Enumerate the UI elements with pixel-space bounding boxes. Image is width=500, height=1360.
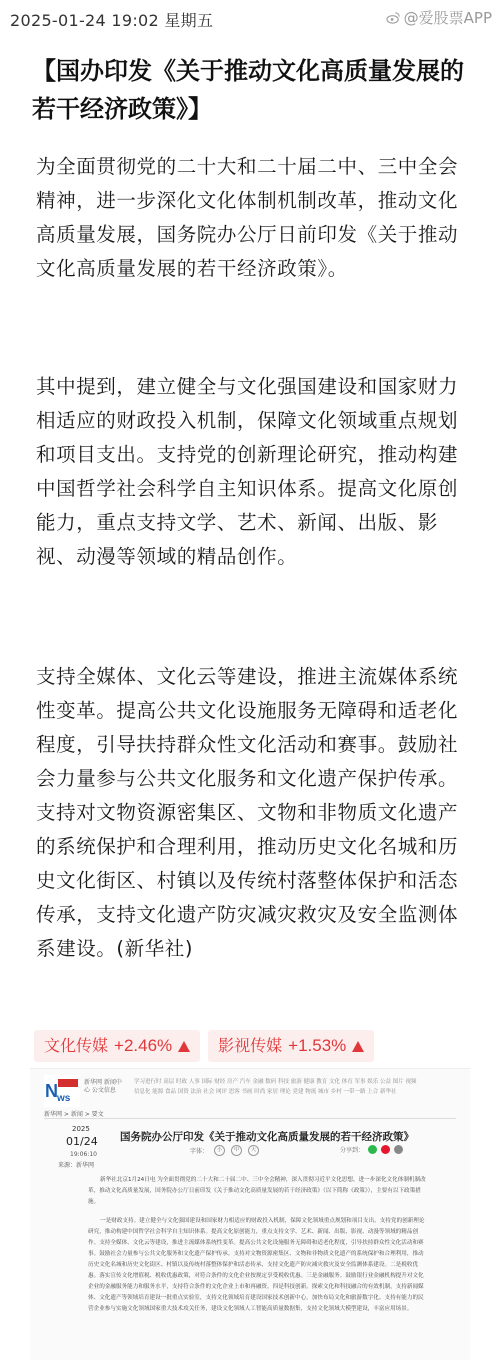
stock-tag-change: +2.46% — [114, 1036, 173, 1055]
font-label: 字体： — [190, 1148, 209, 1155]
embedded-title: 国务院办公厅印发《关于推动文化高质量发展的若干经济政策》 — [120, 1131, 414, 1143]
site-nav-bar[interactable]: 学习进行时 高层 时政 人事 国际 财经 房产 汽车 金融 数码 科技 旅游 健康 教育 文化 体育 军事 娱乐 公益 图片 视频 — [134, 1079, 417, 1085]
divider — [44, 1118, 456, 1119]
weibo-icon — [386, 10, 401, 25]
article-paragraph: 其中提到，建立健全与文化强国建设和国家财力相适应的财政投入机制，保障文化领域重点规划和项目支出。支持党的创新理论研究，推动构建中国哲学社会科学自主知识体系。提高文化原创能力，重点支持文学、艺术、新闻、出版、影视、动漫等领域的精品创作。 — [36, 375, 459, 568]
site-name: 新华网 新闻中心 公文信息 — [84, 1079, 122, 1094]
embedded-paragraph: 一是财政支持。建立健全与文化强国建设和国家财力相适应的财政投入机制，保障文化领域重点规划和项目支出。支持党的创新理论研究，推动构建中国哲学社会科学自主知识体系。提高文化原创能力，重点支持文学、艺术、新闻、出版、影视、动漫等领域的精品创作。支持全媒体、文化云等建设，推进主流媒体系统性变革。提高公共文化设施服务无障碍和适老化程度，引导扶持群众性文化活动和赛事。鼓励社会力量参与公共文化服务和文化遗产保护传承。支持对文物资源密集区、文物和非物质文化遗产的系统保护和合理利用，推动历史文化名城和历史文化街区、村镇以及传统村落整体保护和活态传承，支持文化遗产防灾减灾救灾及安全监测体系建设。二是税收优惠。落实宣传文化增值税、税收优惠政策，对符合条件的文化企业按规定享受税收优惠。三是金融服务。鼓励银行业金融机构提升对文化企业的金融服务能力和服务水平，支持符合条件的文化企业上市和再融资。四是科技创新。探索文化和科技融合的有效机制，支持新闻媒体、文化遗产等领域培育建设一批重点实验室，支持文化领域培育建设国家技术创新中心，加快布局文化和旅游数字化。支持有能力的民营企业参与实施文化领域国家重大技术攻关任务，建设文化领域人工智能高质量数据集，支持文化领域大模型建设，丰富应用场景。 — [88, 1218, 425, 1312]
breadcrumb[interactable]: 新华网 > 新闻 > 要文 — [44, 1111, 104, 1118]
publish-time: 19:06:10 — [70, 1151, 97, 1158]
up-arrow-icon — [352, 1041, 364, 1052]
stock-tag-name: 文化传媒 — [44, 1036, 109, 1055]
share-tools — [340, 1145, 403, 1154]
wechat-icon[interactable] — [368, 1145, 377, 1154]
top-bar — [0, 0, 500, 36]
article-paragraph: 为全面贯彻党的二十大和二十届二中、三中全会精神，进一步深化文化体制机制改革，推动文化高质量发展，国务院办公厅日前印发《关于推动文化高质量发展的若干经济政策》。 — [36, 155, 459, 280]
post-timestamp: 2025-01-24 19:02 星期五 — [10, 11, 214, 30]
up-arrow-icon — [178, 1041, 190, 1052]
article-paragraph: 支持全媒体、文化云等建设，推进主流媒体系统性变革。提高公共文化设施服务无障碍和适老化程度，引导扶持群众性文化活动和赛事。鼓励社会力量参与公共文化服务和文化遗产保护传承。支持对文物资源密集区、文物和非物质文化遗产的系统保护和合理利用，推动历史文化名城和历史文化街区、村镇以及传统村落整体保护和活态传承，支持文化遗产防灾减灾救灾及安全监测体系建设。(新华社) — [36, 665, 459, 960]
publish-date: 01/24 — [66, 1135, 98, 1148]
weibo-share-icon[interactable] — [381, 1145, 390, 1154]
news-source: 来源：新华网 — [58, 1162, 95, 1169]
share-label: 分享到： — [340, 1147, 365, 1154]
publish-year: 2025 — [72, 1125, 90, 1133]
svg-text:N: N — [45, 1081, 58, 1101]
stock-tag-row — [34, 1030, 374, 1062]
embedded-body — [88, 1175, 428, 1323]
article-title: 【国办印发《关于推动文化高质量发展的若干经济政策》】 — [32, 57, 464, 123]
stock-tag-yingshi-chuanmei[interactable] — [208, 1030, 374, 1062]
site-nav-bar[interactable]: 信息化 能源 食品 国资 法治 社会 网评 思客 书画 时尚 家居 理论 党建 物流 城市 乡村 一带一路 上合 新华社 — [134, 1089, 397, 1095]
stock-tag-name: 影视传媒 — [218, 1036, 283, 1055]
xinhua-logo-icon — [44, 1075, 80, 1107]
watermark-text: @爱股票APP — [403, 9, 492, 27]
font-size-tools — [190, 1145, 259, 1156]
stock-tag-change: +1.53% — [288, 1036, 347, 1055]
embedded-news-image[interactable] — [30, 1068, 470, 1360]
font-mid-button[interactable]: 中 — [231, 1145, 242, 1156]
font-large-button[interactable]: 大 — [248, 1145, 259, 1156]
stock-tag-wenhua-chuanmei[interactable] — [34, 1030, 200, 1062]
app-watermark — [386, 7, 492, 28]
svg-text:ws: ws — [57, 1093, 71, 1104]
embedded-paragraph: 新华社北京1月24日电 为全面贯彻党的二十大和二十届二中、三中全会精神，深入贯彻习近平文化思想，进一步深化文化体制机制改革，推动文化高质量发展，国务院办公厅日前印发《关于推动文化高质量发展的若干经济政策》（以下简称《政策》），主要有以下政策措施。 — [88, 1177, 426, 1205]
more-share-icon[interactable] — [394, 1145, 403, 1154]
font-small-button[interactable]: 小 — [214, 1145, 225, 1156]
